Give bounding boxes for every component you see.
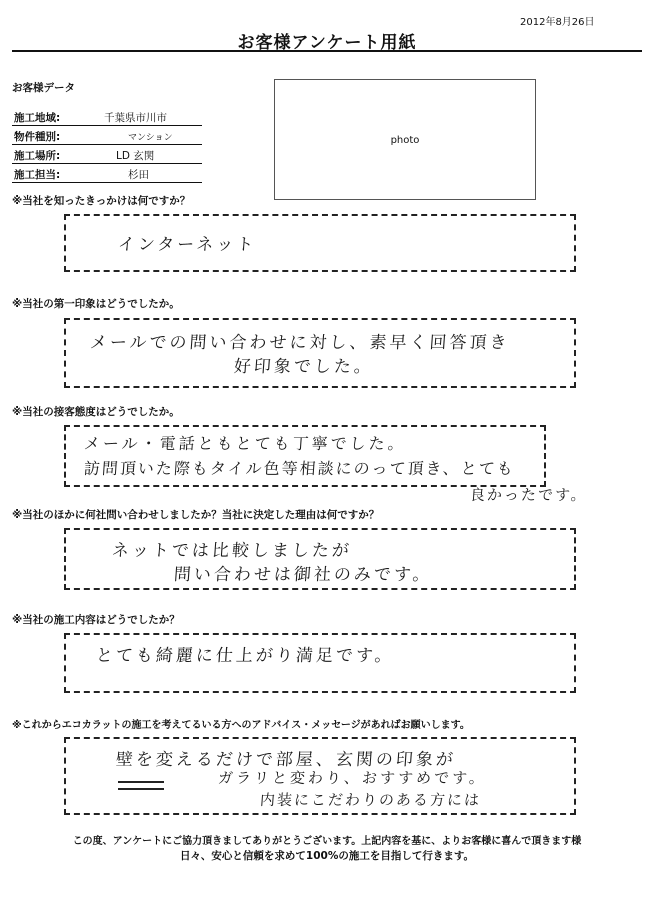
question-1: ※当社を知ったきっかけは何ですか？ (12, 195, 191, 207)
data-value: LD 玄関 (116, 150, 155, 162)
answer-box-2 (64, 318, 576, 388)
survey-date: 2012年8月26日 (520, 17, 595, 28)
data-label: 施工場所: (14, 150, 61, 162)
answer-box-3 (64, 425, 546, 487)
data-label: 物件種別: (14, 131, 61, 143)
answer-box-1 (64, 214, 576, 272)
question-3: ※当社の接客態度はどうでしたか。 (12, 406, 180, 418)
data-value: 千葉県市川市 (104, 112, 167, 124)
answer-6-line-1: 壁を変えるだけで部屋、玄関の印象が (115, 750, 457, 770)
question-5: ※当社の施工内容はどうでしたか？ (12, 614, 180, 626)
answer-box-4 (64, 528, 576, 590)
footer-line-1: この度、アンケートにご協力頂きましてありがとうございます。上記内容を基に、よりお客様に喜んで頂きます様 (72, 836, 582, 847)
answer-6-line-2: ガラリと変わり、おすすめです。 (217, 769, 488, 787)
answer-3-line-3: 良かったです。 (469, 486, 589, 504)
question-4: ※当社のほかに何社問い合わせしましたか？当社に決定した理由は何ですか？ (12, 509, 380, 521)
data-label: 施工担当: (14, 169, 61, 181)
footer-line-2: 日々、安心と信頼を求めて100%の施工を目指して行きます。 (179, 850, 475, 862)
data-value: 杉田 (128, 169, 149, 181)
answer-3-line-1: メール・電話ともとても丁寧でした。 (83, 434, 408, 453)
answer-3-line-2: 訪問頂いた際もタイル色等相談にのって頂き、とても (83, 459, 516, 478)
answer-5-line-1: とても綺麗に仕上がり満足です。 (95, 646, 396, 666)
data-row-property-type (12, 126, 202, 145)
answer-1-line-1: インターネット (117, 235, 258, 255)
data-row-area (12, 107, 202, 126)
answer-4-line-2: 問い合わせは御社のみです。 (173, 565, 434, 585)
photo-placeholder (274, 79, 536, 200)
strikethrough-mark (118, 781, 164, 790)
data-row-staff (12, 164, 202, 183)
customer-data-heading: お客様データ (12, 82, 75, 94)
photo-label: photo (390, 135, 420, 146)
question-6: ※これからエコカラットの施工を考えてるいる方へのアドバイス・メッセージがあればお願いします。 (12, 720, 470, 731)
answer-box-6 (64, 737, 576, 815)
data-row-location (12, 145, 202, 164)
answer-2-line-2: 好印象でした。 (233, 357, 375, 377)
title-divider (12, 50, 642, 52)
answer-2-line-1: メールでの問い合わせに対し、素早く回答頂き (89, 333, 511, 353)
answer-box-5 (64, 633, 576, 693)
question-2: ※当社の第一印象はどうでしたか。 (12, 298, 180, 310)
data-label: 施工地域: (14, 112, 61, 124)
page-title: お客様アンケート用紙 (237, 33, 417, 53)
answer-6-line-3: 内装にこだわりのある方には (259, 791, 482, 809)
answer-4-line-1: ネットでは比較しましたが (111, 541, 353, 561)
data-value: マンション (128, 133, 173, 143)
